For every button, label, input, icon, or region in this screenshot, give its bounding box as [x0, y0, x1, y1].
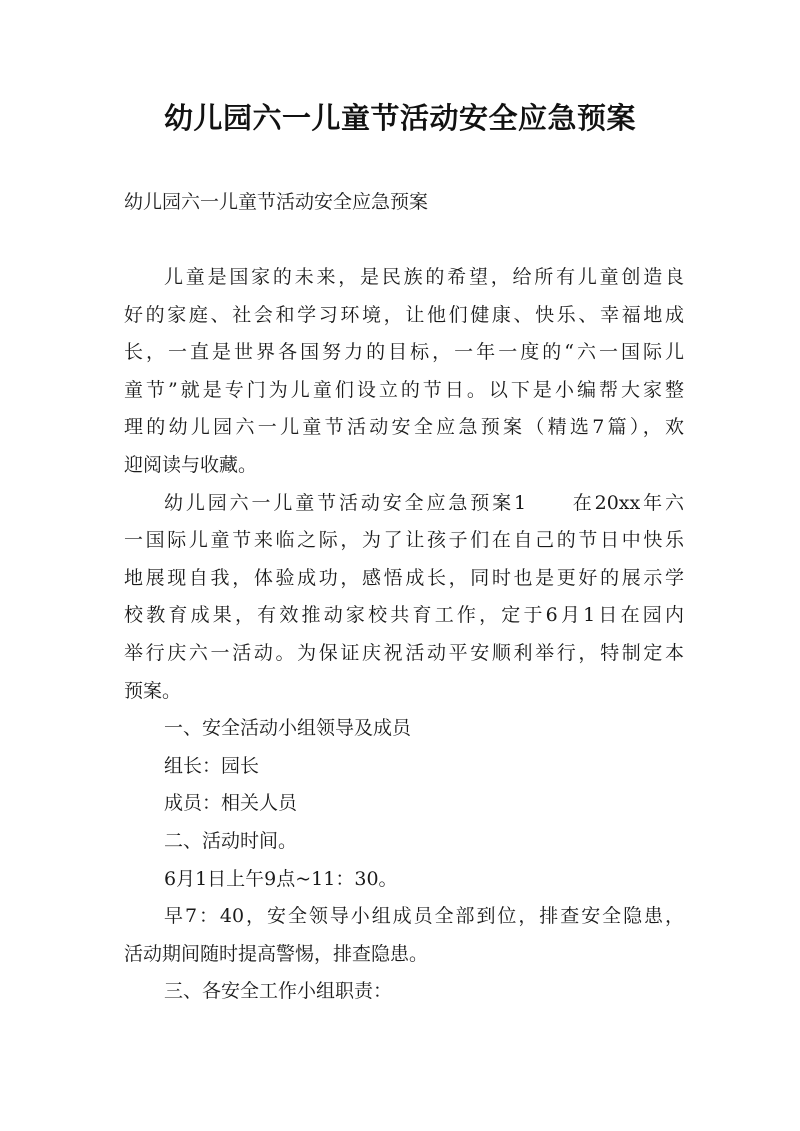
paragraph-line: 迎阅读与收藏。 — [124, 453, 258, 476]
intro-paragraph — [124, 259, 684, 485]
document-subtitle: 幼儿园六一儿童节活动安全应急预案 — [124, 191, 429, 213]
paragraph-line: 预案。 — [124, 679, 182, 702]
plan-paragraph — [124, 485, 684, 711]
paragraph-line: 好的家庭、社会和学习环境，让他们健康、快乐、幸福地成 — [124, 303, 684, 326]
leader-line: 组长：园长 — [164, 754, 260, 777]
morning-paragraph — [124, 898, 684, 973]
paragraph-line: 童节”就是专门为儿童们设立的节日。以下是小编帮大家整 — [124, 378, 684, 401]
paragraph-line: 儿童是国家的未来，是民族的希望，给所有儿童创造良 — [164, 266, 684, 288]
paragraph-line: 一国际儿童节来临之际，为了让孩子们在自己的节日中快乐 — [124, 529, 684, 552]
paragraph-line: 校教育成果，有效推动家校共育工作，定于6月1日在园内 — [124, 604, 684, 627]
paragraph-line: 长，一直是世界各国努力的目标，一年一度的“六一国际儿 — [124, 341, 684, 364]
paragraph-line: 活动期间随时提高警惕，排查隐患。 — [124, 942, 429, 965]
document-title: 幼儿园六一儿童节活动安全应急预案 — [163, 101, 636, 135]
section-heading: 一、安全活动小组领导及成员 — [164, 717, 412, 740]
paragraph-line: 早7：40，安全领导小组成员全部到位，排查安全隐患， — [164, 905, 684, 928]
paragraph-line: 幼儿园六一儿童节活动安全应急预案1 在20xx年六 — [164, 491, 684, 514]
paragraph-line: 地展现自我，体验成功，感悟成长，同时也是更好的展示学 — [124, 566, 684, 589]
members-line: 成员：相关人员 — [164, 792, 298, 815]
section-heading: 三、各安全工作小组职责： — [164, 980, 393, 1003]
paragraph-line: 举行庆六一活动。为保证庆祝活动平安顺利举行，特制定本 — [124, 641, 684, 664]
paragraph-line: 理的幼儿园六一儿童节活动安全应急预案（精选7篇），欢 — [124, 416, 684, 439]
document-body — [124, 259, 684, 1011]
time-line: 6月1日上午9点~11：30。 — [164, 867, 398, 890]
section-heading: 二、活动时间。 — [164, 829, 298, 852]
